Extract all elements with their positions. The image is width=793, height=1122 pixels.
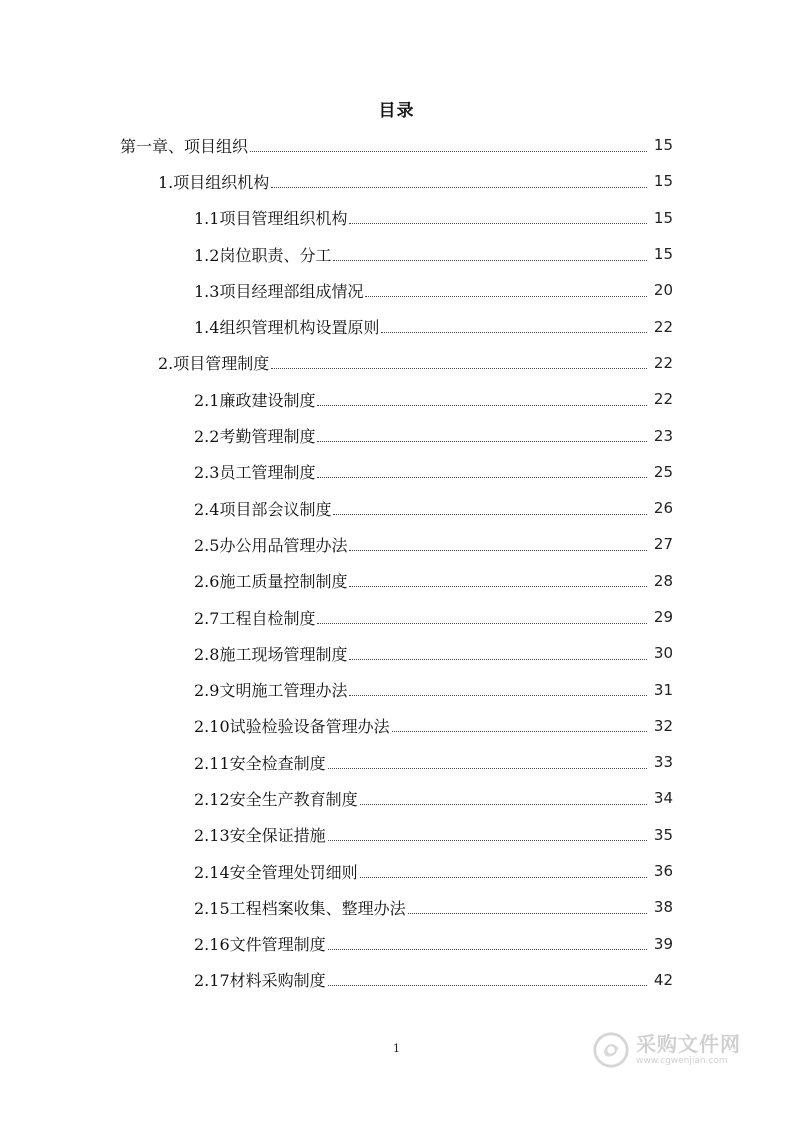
toc-entry-page: 15: [653, 136, 673, 155]
toc-entry-label: 2.4项目部会议制度: [194, 499, 332, 519]
toc-entry-page: 29: [653, 608, 673, 626]
toc-dot-leader: [392, 731, 647, 732]
toc-entry[interactable]: [0, 708, 793, 744]
watermark-logo-icon: [592, 1031, 630, 1069]
toc-entry-page: 30: [653, 644, 673, 663]
toc-entry-label: 2.7工程自检制度: [194, 608, 316, 628]
toc-dot-leader: [349, 695, 647, 696]
toc-entry-label: 第一章、项目组织: [120, 136, 249, 156]
toc-dot-leader: [317, 477, 647, 478]
toc-entry-label: 2.12安全生产教育制度: [194, 789, 358, 809]
toc-dot-leader: [271, 368, 647, 369]
toc-dot-leader: [333, 514, 647, 515]
toc-entry-label: 2.5办公用品管理办法: [194, 535, 348, 555]
toc-entry[interactable]: [0, 526, 793, 562]
toc-dot-leader: [317, 405, 647, 406]
toc-entry-page: 15: [653, 245, 673, 264]
toc-dot-leader: [317, 623, 647, 624]
toc-entry-label: 2.8施工现场管理制度: [194, 644, 348, 664]
toc-entry-label: 2.1廉政建设制度: [194, 390, 316, 410]
toc-dot-leader: [381, 332, 647, 333]
toc-entry-label: 2.13安全保证措施: [194, 826, 326, 846]
toc-entry-label: 2.项目管理制度: [158, 354, 270, 374]
toc-entry-page: 22: [653, 353, 673, 372]
toc-entry-page: 23: [653, 426, 673, 445]
toc-entry[interactable]: [0, 272, 793, 308]
toc-entry-page: 22: [653, 390, 673, 409]
toc-entry-label: 1.1项目管理组织机构: [194, 209, 348, 229]
toc-entry-page: 39: [653, 934, 673, 953]
toc-entry-label: 2.11安全检查制度: [194, 753, 326, 773]
toc-dot-leader: [349, 659, 647, 660]
toc-dot-leader: [349, 223, 647, 224]
toc-entry-label: 2.3员工管理制度: [194, 463, 316, 483]
toc-dot-leader: [328, 985, 647, 986]
watermark-url: www.cgwenjian.com: [636, 1056, 728, 1066]
toc-dot-leader: [360, 804, 647, 805]
toc-dot-leader: [271, 187, 647, 188]
toc-dot-leader: [328, 949, 647, 950]
toc-entry-page: 22: [653, 317, 673, 336]
toc-entry[interactable]: [0, 889, 793, 925]
toc-entry-label: 1.2岗位职责、分工: [194, 245, 332, 265]
toc-entry-label: 2.2考勤管理制度: [194, 427, 316, 447]
toc-entry[interactable]: [0, 417, 793, 453]
toc-entry-page: 35: [653, 825, 673, 844]
toc-entry[interactable]: [0, 163, 793, 199]
toc-entry[interactable]: [0, 236, 793, 272]
toc-entry-label: 2.6施工质量控制制度: [194, 572, 348, 592]
toc-entry[interactable]: [0, 744, 793, 780]
toc-entry[interactable]: [0, 345, 793, 381]
toc-list: [0, 127, 793, 998]
toc-entry-page: 36: [653, 862, 673, 881]
toc-entry[interactable]: [0, 962, 793, 998]
toc-entry[interactable]: [0, 454, 793, 490]
toc-entry-label: 2.10试验检验设备管理办法: [194, 717, 390, 737]
toc-dot-leader: [317, 441, 647, 442]
toc-entry-page: 31: [653, 680, 673, 699]
toc-entry[interactable]: [0, 563, 793, 599]
toc-entry[interactable]: [0, 490, 793, 526]
toc-entry-page: 28: [653, 571, 673, 590]
toc-dot-leader: [365, 296, 647, 297]
watermark-name: 采购文件网: [636, 1032, 741, 1056]
toc-dot-leader: [250, 151, 647, 152]
toc-entry-page: 15: [653, 172, 673, 191]
toc-entry[interactable]: [0, 780, 793, 816]
toc-entry[interactable]: [0, 381, 793, 417]
toc-entry[interactable]: [0, 817, 793, 853]
toc-entry[interactable]: [0, 599, 793, 635]
watermark-text: [636, 1034, 741, 1066]
toc-entry-page: 38: [653, 898, 673, 917]
toc-entry-label: 1.3项目经理部组成情况: [194, 281, 364, 301]
toc-entry-label: 1.项目组织机构: [158, 172, 270, 192]
toc-entry-label: 2.9文明施工管理办法: [194, 681, 348, 701]
toc-entry-page: 20: [653, 281, 673, 300]
toc-dot-leader: [328, 840, 647, 841]
toc-entry-page: 34: [653, 789, 673, 808]
toc-entry-label: 2.16文件管理制度: [194, 935, 326, 955]
toc-entry-page: 26: [653, 499, 673, 518]
toc-dot-leader: [408, 913, 647, 914]
toc-entry-label: 1.4组织管理机构设置原则: [194, 318, 380, 338]
toc-dot-leader: [333, 260, 647, 261]
page-number: 1: [393, 1042, 400, 1055]
toc-entry-label: 2.15工程档案收集、整理办法: [194, 898, 406, 918]
watermark: [592, 1028, 762, 1072]
toc-entry[interactable]: [0, 200, 793, 236]
toc-entry-page: 33: [653, 753, 673, 772]
toc-entry[interactable]: [0, 671, 793, 707]
toc-dot-leader: [328, 768, 647, 769]
toc-entry[interactable]: [0, 926, 793, 962]
toc-entry-page: 27: [653, 535, 673, 554]
toc-entry-page: 42: [653, 970, 673, 989]
toc-dot-leader: [360, 877, 647, 878]
toc-entry-page: 25: [653, 462, 673, 481]
toc-dot-leader: [349, 586, 647, 587]
toc-entry-page: 32: [653, 716, 673, 735]
toc-entry-label: 2.14安全管理处罚细则: [194, 862, 358, 882]
toc-entry[interactable]: [0, 308, 793, 344]
toc-entry[interactable]: [0, 635, 793, 671]
toc-title: 目录: [378, 101, 415, 121]
toc-entry[interactable]: [0, 853, 793, 889]
toc-dot-leader: [349, 550, 647, 551]
toc-entry[interactable]: [0, 127, 793, 163]
toc-entry-label: 2.17材料采购制度: [194, 971, 326, 991]
toc-entry-page: 15: [653, 208, 673, 227]
